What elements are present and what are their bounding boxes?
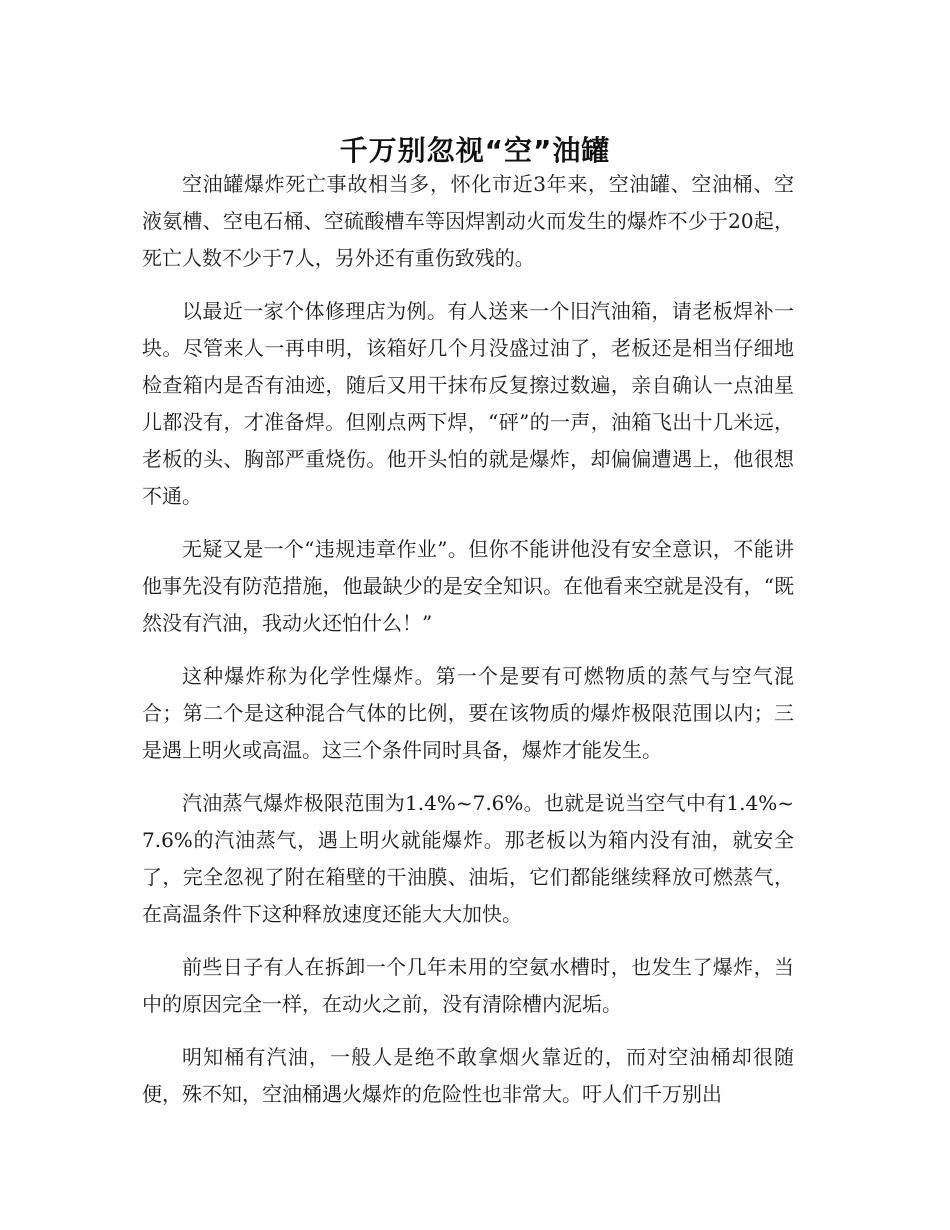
paragraph: 明知桶有汽油，一般人是绝不敢拿烟火靠近的，而对空油桶却很随便，殊不知，空油桶遇火爆炸的危险性也非常大。吁人们千万别出 bbox=[142, 1045, 794, 1106]
paragraph: 空油罐爆炸死亡事故相当多，怀化市近3年来，空油罐、空油桶、空液氨槽、空电石桶、空硫酸槽车等因焊割动火而发生的爆炸不少于20起，死亡人数不少于7人，另外还有重伤致残的。 bbox=[142, 172, 794, 270]
document-title: 千万别忽视“空”油罐 bbox=[339, 133, 611, 167]
paragraph: 这种爆炸称为化学性爆炸。第一个是要有可燃物质的蒸气与空气混合；第二个是这种混合气体的比例，要在该物质的爆炸极限范围以内；三是遇上明火或高温。这三个条件同时具备，爆炸才能发生。 bbox=[142, 664, 794, 762]
document-body bbox=[142, 166, 794, 1129]
paragraph: 无疑又是一个“违规违章作业”。但你不能讲他没有安全意识，不能讲他事先没有防范措施，他最缺少的是安全知识。在他看来空就是没有，“既然没有汽油，我动火还怕什么！” bbox=[142, 537, 794, 635]
paragraph: 以最近一家个体修理店为例。有人送来一个旧汽油箱，请老板焊补一块。尽管来人一再申明，该箱好几个月没盛过油了，老板还是相当仔细地检查箱内是否有油迹，随后又用干抹布反复擦过数遍，亲自确认一点油星儿都没有，才准备焊。但刚点两下焊，“砰”的一声，油箱飞出十几米远，老板的头、胸部严重烧伤。他开头怕的就是爆炸，却偏偏遭遇上，他很想不通。 bbox=[142, 299, 794, 508]
paragraph: 前些日子有人在拆卸一个几年未用的空氨水槽时，也发生了爆炸，当中的原因完全一样，在动火之前，没有清除槽内泥垢。 bbox=[142, 955, 794, 1016]
paragraph: 汽油蒸气爆炸极限范围为1.4%~7.6%。也就是说当空气中有1.4%~7.6%的汽油蒸气，遇上明火就能爆炸。那老板以为箱内没有油，就安全了，完全忽视了附在箱壁的干油膜、油垢，它们都能继续释放可燃蒸气，在高温条件下这种释放速度还能大大加快。 bbox=[142, 791, 794, 926]
